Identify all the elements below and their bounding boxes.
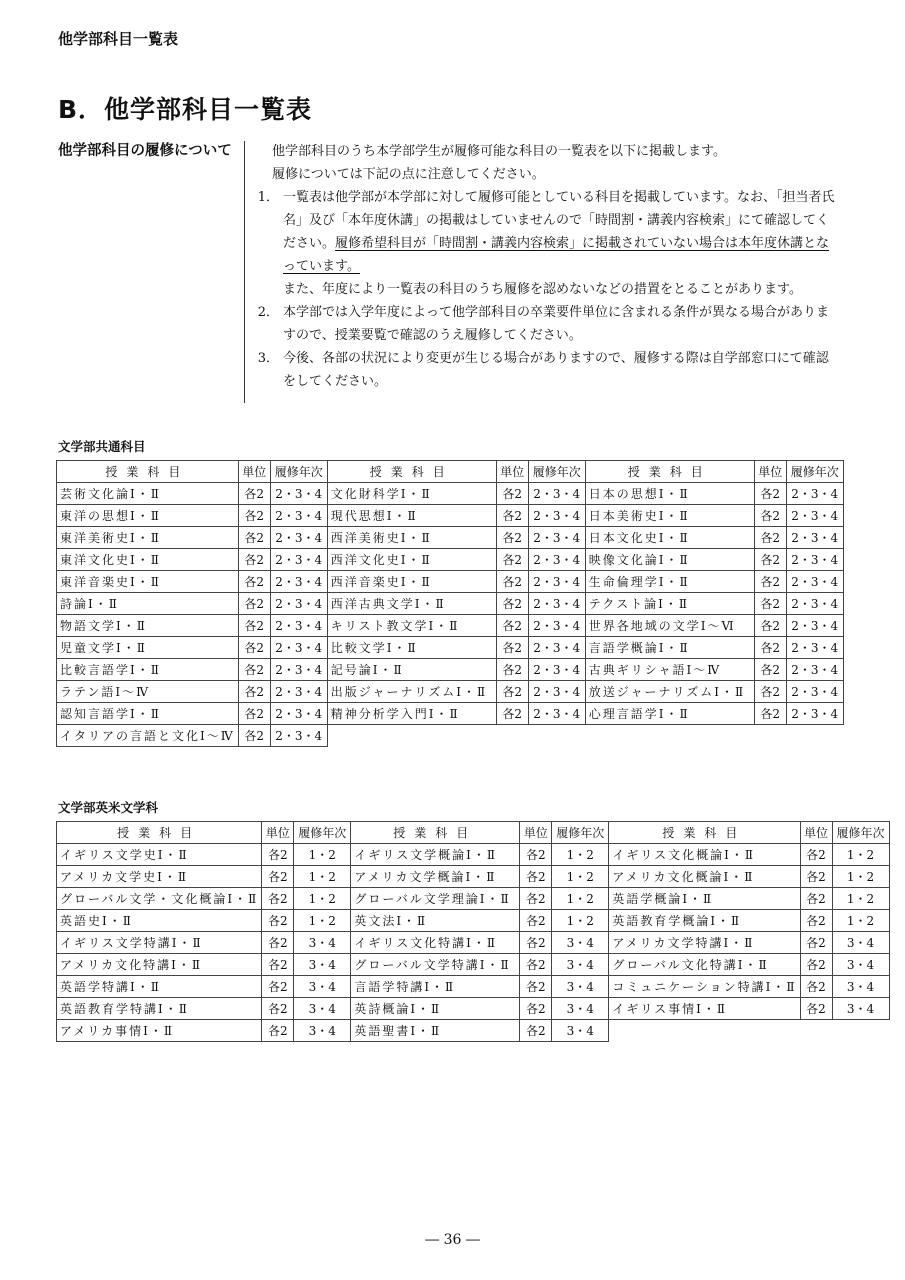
course-name: アメリカ文学特講Ⅰ・Ⅱ (609, 932, 800, 954)
divider (244, 141, 245, 403)
column-header-year: 履修年次 (552, 822, 609, 844)
course-name: イギリス文化特講Ⅰ・Ⅱ (351, 932, 520, 954)
table-row (57, 681, 844, 703)
column-header-unit: 単位 (754, 461, 786, 483)
course-units: 各2 (238, 725, 270, 747)
course-years: 2・3・4 (270, 593, 327, 615)
intro-paragraph: 他学部科目のうち本学部学生が履修可能な科目の一覧表を以下に掲載します。 (272, 144, 726, 159)
course-name: テクスト論Ⅰ・Ⅱ (585, 593, 754, 615)
course-units: 各2 (496, 593, 528, 615)
course-units: 各2 (754, 681, 786, 703)
empty-cell (528, 725, 585, 747)
course-years: 2・3・4 (270, 725, 327, 747)
column-header-subject: 授業科目 (57, 822, 262, 844)
course-years: 2・3・4 (270, 681, 327, 703)
course-units: 各2 (800, 866, 832, 888)
course-years: 2・3・4 (786, 659, 843, 681)
course-name: 生命倫理学Ⅰ・Ⅱ (585, 571, 754, 593)
course-years: 2・3・4 (270, 615, 327, 637)
intro-text (255, 140, 835, 393)
course-table-english (56, 821, 890, 1042)
intro-paragraph: 履修については下記の点に注意してください。 (272, 167, 545, 182)
course-units: 各2 (238, 681, 270, 703)
empty-cell (754, 725, 786, 747)
column-header-unit: 単位 (520, 822, 552, 844)
course-name: 精神分析学入門Ⅰ・Ⅱ (327, 703, 496, 725)
note-number: 3． (257, 351, 279, 366)
table-row (57, 703, 844, 725)
note-number: 1． (257, 190, 279, 205)
table-row (57, 844, 890, 866)
course-years: 3・4 (294, 1020, 351, 1042)
course-name: アメリカ文化概論Ⅰ・Ⅱ (609, 866, 800, 888)
course-units: 各2 (496, 549, 528, 571)
course-name: グローバル文化特講Ⅰ・Ⅱ (609, 954, 800, 976)
course-years: 2・3・4 (528, 615, 585, 637)
course-name: アメリカ文化特講Ⅰ・Ⅱ (57, 954, 262, 976)
course-name: 東洋音楽史Ⅰ・Ⅱ (57, 571, 239, 593)
note-text-part: 一覧表は他学部が本学部に対して履修可能としている科目を掲載しています。なお、「担当者氏名」及び「本年度休講」の掲載はしていませんので「時間割・講義内容検索」にて確認してください。 (283, 190, 835, 251)
course-years: 2・3・4 (270, 571, 327, 593)
empty-cell (496, 725, 528, 747)
running-header: 他学部科目一覧表 (58, 30, 179, 48)
course-units: 各2 (754, 659, 786, 681)
course-units: 各2 (520, 954, 552, 976)
course-units: 各2 (262, 998, 294, 1020)
course-name: アメリカ文学概論Ⅰ・Ⅱ (351, 866, 520, 888)
table-row (57, 976, 890, 998)
course-years: 3・4 (832, 932, 889, 954)
course-units: 各2 (754, 483, 786, 505)
course-name: 西洋音楽史Ⅰ・Ⅱ (327, 571, 496, 593)
course-units: 各2 (754, 703, 786, 725)
course-name: 放送ジャーナリズムⅠ・Ⅱ (585, 681, 754, 703)
column-header-year: 履修年次 (528, 461, 585, 483)
course-years: 2・3・4 (786, 637, 843, 659)
course-years: 3・4 (832, 976, 889, 998)
course-name: 認知言語学Ⅰ・Ⅱ (57, 703, 239, 725)
course-units: 各2 (520, 910, 552, 932)
course-years: 3・4 (552, 998, 609, 1020)
table-row (57, 483, 844, 505)
column-header-year: 履修年次 (270, 461, 327, 483)
section-title-english: 文学部英米文学科 (58, 800, 159, 815)
table-row (57, 659, 844, 681)
course-years: 2・3・4 (786, 593, 843, 615)
course-name: 英語学特講Ⅰ・Ⅱ (57, 976, 262, 998)
course-name: イギリス文学概論Ⅰ・Ⅱ (351, 844, 520, 866)
course-name: グローバル文学特講Ⅰ・Ⅱ (351, 954, 520, 976)
course-years: 3・4 (552, 932, 609, 954)
course-name: 東洋文化史Ⅰ・Ⅱ (57, 549, 239, 571)
table-row (57, 549, 844, 571)
course-name: 出版ジャーナリズムⅠ・Ⅱ (327, 681, 496, 703)
course-years: 2・3・4 (786, 703, 843, 725)
course-units: 各2 (262, 844, 294, 866)
course-name: 英語聖書Ⅰ・Ⅱ (351, 1020, 520, 1042)
course-years: 2・3・4 (786, 505, 843, 527)
course-name: イギリス事情Ⅰ・Ⅱ (609, 998, 800, 1020)
course-name: ラテン語Ⅰ〜Ⅳ (57, 681, 239, 703)
course-years: 3・4 (294, 932, 351, 954)
table-header-row (57, 822, 890, 844)
table-row (57, 998, 890, 1020)
note-text: 本学部では入学年度によって他学部科目の卒業要件単位に含まれる条件が異なる場合がありますので、授業要覧で確認のうえ履修してください。 (283, 305, 830, 343)
course-name: 比較文学Ⅰ・Ⅱ (327, 637, 496, 659)
course-units: 各2 (238, 571, 270, 593)
note-item (255, 301, 835, 347)
table-row (57, 593, 844, 615)
course-units: 各2 (262, 1020, 294, 1042)
course-name: 西洋美術史Ⅰ・Ⅱ (327, 527, 496, 549)
note-text: 今後、各部の状況により変更が生じる場合がありますので、履修する際は自学部窓口にて確認をしてください。 (283, 351, 829, 389)
note-text (283, 186, 835, 301)
course-name: 英文法Ⅰ・Ⅱ (351, 910, 520, 932)
course-years: 3・4 (552, 976, 609, 998)
table-row (57, 571, 844, 593)
course-units: 各2 (238, 483, 270, 505)
course-years: 2・3・4 (270, 505, 327, 527)
course-years: 2・3・4 (786, 483, 843, 505)
course-name: キリスト教文学Ⅰ・Ⅱ (327, 615, 496, 637)
course-units: 各2 (520, 866, 552, 888)
table-header-row (57, 461, 844, 483)
course-years: 1・2 (832, 888, 889, 910)
course-name: 比較言語学Ⅰ・Ⅱ (57, 659, 239, 681)
course-name: 映像文化論Ⅰ・Ⅱ (585, 549, 754, 571)
column-header-year: 履修年次 (832, 822, 889, 844)
course-units: 各2 (800, 998, 832, 1020)
course-name: 英語史Ⅰ・Ⅱ (57, 910, 262, 932)
course-name: アメリカ事情Ⅰ・Ⅱ (57, 1020, 262, 1042)
course-units: 各2 (800, 954, 832, 976)
table-row (57, 932, 890, 954)
course-years: 2・3・4 (528, 527, 585, 549)
course-units: 各2 (262, 866, 294, 888)
course-name: 日本の思想Ⅰ・Ⅱ (585, 483, 754, 505)
course-years: 3・4 (294, 954, 351, 976)
table-row (57, 866, 890, 888)
course-name: 西洋古典文学Ⅰ・Ⅱ (327, 593, 496, 615)
empty-cell (786, 725, 843, 747)
course-name: 英語学概論Ⅰ・Ⅱ (609, 888, 800, 910)
course-years: 2・3・4 (786, 681, 843, 703)
course-units: 各2 (496, 505, 528, 527)
course-years: 2・3・4 (786, 615, 843, 637)
course-years: 2・3・4 (270, 549, 327, 571)
course-units: 各2 (262, 888, 294, 910)
table-row (57, 910, 890, 932)
course-units: 各2 (496, 703, 528, 725)
course-name: イタリアの言語と文化Ⅰ〜Ⅳ (57, 725, 239, 747)
course-name: 日本文化史Ⅰ・Ⅱ (585, 527, 754, 549)
empty-cell (327, 725, 496, 747)
course-years: 2・3・4 (528, 549, 585, 571)
course-units: 各2 (496, 571, 528, 593)
course-name: 児童文学Ⅰ・Ⅱ (57, 637, 239, 659)
course-units: 各2 (754, 549, 786, 571)
course-units: 各2 (520, 1020, 552, 1042)
column-header-subject: 授業科目 (609, 822, 800, 844)
course-name: 芸術文化論Ⅰ・Ⅱ (57, 483, 239, 505)
page-number: ― 36 ― (425, 1232, 480, 1248)
course-units: 各2 (496, 637, 528, 659)
course-years: 2・3・4 (786, 549, 843, 571)
course-units: 各2 (754, 571, 786, 593)
course-years: 1・2 (832, 866, 889, 888)
course-years: 1・2 (552, 888, 609, 910)
course-years: 2・3・4 (528, 593, 585, 615)
course-years: 2・3・4 (270, 703, 327, 725)
course-name: 東洋の思想Ⅰ・Ⅱ (57, 505, 239, 527)
course-years: 2・3・4 (528, 571, 585, 593)
course-name: 英語教育学概論Ⅰ・Ⅱ (609, 910, 800, 932)
section-title-common: 文学部共通科目 (58, 439, 146, 454)
course-years: 1・2 (552, 910, 609, 932)
course-units: 各2 (238, 615, 270, 637)
course-units: 各2 (238, 549, 270, 571)
course-units: 各2 (800, 932, 832, 954)
table-row (57, 637, 844, 659)
course-name: イギリス文学史Ⅰ・Ⅱ (57, 844, 262, 866)
course-units: 各2 (262, 932, 294, 954)
course-units: 各2 (262, 954, 294, 976)
course-units: 各2 (754, 505, 786, 527)
column-header-year: 履修年次 (294, 822, 351, 844)
course-years: 1・2 (294, 866, 351, 888)
course-units: 各2 (800, 844, 832, 866)
column-header-subject: 授業科目 (327, 461, 496, 483)
course-units: 各2 (800, 888, 832, 910)
table-row (57, 505, 844, 527)
course-name: グローバル文学理論Ⅰ・Ⅱ (351, 888, 520, 910)
course-years: 2・3・4 (528, 505, 585, 527)
course-units: 各2 (754, 615, 786, 637)
course-years: 3・4 (294, 976, 351, 998)
table-row (57, 1020, 890, 1042)
course-years: 2・3・4 (528, 659, 585, 681)
course-name: イギリス文化概論Ⅰ・Ⅱ (609, 844, 800, 866)
course-years: 3・4 (832, 998, 889, 1020)
course-units: 各2 (262, 976, 294, 998)
course-name: イギリス文学特講Ⅰ・Ⅱ (57, 932, 262, 954)
empty-cell (609, 1020, 800, 1042)
note-underlined: 履修希望科目が「時間割・講義内容検索」に掲載されていない場合は本年度休講となっています。 (283, 236, 830, 274)
course-table-common (56, 460, 844, 747)
column-header-year: 履修年次 (786, 461, 843, 483)
course-name: 心理言語学Ⅰ・Ⅱ (585, 703, 754, 725)
course-years: 1・2 (294, 844, 351, 866)
column-header-subject: 授業科目 (351, 822, 520, 844)
table-row (57, 725, 844, 747)
course-years: 1・2 (552, 866, 609, 888)
course-years: 1・2 (294, 910, 351, 932)
course-years: 3・4 (294, 998, 351, 1020)
note-number: 2． (257, 305, 279, 320)
course-name: 物語文学Ⅰ・Ⅱ (57, 615, 239, 637)
empty-cell (800, 1020, 832, 1042)
course-name: アメリカ文学史Ⅰ・Ⅱ (57, 866, 262, 888)
course-units: 各2 (520, 932, 552, 954)
course-name: 世界各地域の文学Ⅰ〜Ⅵ (585, 615, 754, 637)
course-units: 各2 (238, 505, 270, 527)
course-name: コミュニケーション特講Ⅰ・Ⅱ (609, 976, 800, 998)
course-units: 各2 (262, 910, 294, 932)
page-title: B．他学部科目一覧表 (58, 95, 313, 124)
course-name: 日本美術史Ⅰ・Ⅱ (585, 505, 754, 527)
course-name: 英詩概論Ⅰ・Ⅱ (351, 998, 520, 1020)
course-units: 各2 (800, 976, 832, 998)
course-years: 1・2 (832, 910, 889, 932)
course-units: 各2 (496, 483, 528, 505)
course-name: 言語学特講Ⅰ・Ⅱ (351, 976, 520, 998)
course-name: 言語学概論Ⅰ・Ⅱ (585, 637, 754, 659)
course-name: 現代思想Ⅰ・Ⅱ (327, 505, 496, 527)
course-years: 3・4 (552, 954, 609, 976)
course-years: 2・3・4 (528, 483, 585, 505)
course-units: 各2 (520, 888, 552, 910)
table-row (57, 954, 890, 976)
course-units: 各2 (496, 659, 528, 681)
course-years: 2・3・4 (786, 527, 843, 549)
course-name: 東洋美術史Ⅰ・Ⅱ (57, 527, 239, 549)
course-years: 2・3・4 (528, 637, 585, 659)
course-units: 各2 (520, 844, 552, 866)
course-units: 各2 (800, 910, 832, 932)
course-name: 古典ギリシャ語Ⅰ〜Ⅳ (585, 659, 754, 681)
course-units: 各2 (754, 593, 786, 615)
course-years: 1・2 (294, 888, 351, 910)
course-units: 各2 (238, 637, 270, 659)
note-item (255, 186, 835, 301)
course-units: 各2 (238, 593, 270, 615)
course-units: 各2 (754, 637, 786, 659)
column-header-unit: 単位 (800, 822, 832, 844)
empty-cell (585, 725, 754, 747)
course-years: 2・3・4 (270, 527, 327, 549)
empty-cell (832, 1020, 889, 1042)
side-heading: 他学部科目の履修について (58, 143, 232, 159)
course-units: 各2 (238, 659, 270, 681)
column-header-unit: 単位 (262, 822, 294, 844)
course-units: 各2 (520, 976, 552, 998)
course-name: 西洋文化史Ⅰ・Ⅱ (327, 549, 496, 571)
course-years: 2・3・4 (270, 659, 327, 681)
note-extra: また、年度により一覧表の科目のうち履修を認めないなどの措置をとることがあります。 (283, 282, 802, 297)
course-years: 2・3・4 (528, 681, 585, 703)
course-years: 3・4 (832, 954, 889, 976)
course-name: 記号論Ⅰ・Ⅱ (327, 659, 496, 681)
course-units: 各2 (496, 681, 528, 703)
table-row (57, 615, 844, 637)
table-row (57, 888, 890, 910)
table-row (57, 527, 844, 549)
note-item (255, 347, 835, 393)
course-years: 2・3・4 (270, 483, 327, 505)
course-name: 英語教育学特講Ⅰ・Ⅱ (57, 998, 262, 1020)
course-years: 2・3・4 (528, 703, 585, 725)
course-units: 各2 (238, 527, 270, 549)
column-header-unit: 単位 (238, 461, 270, 483)
course-units: 各2 (520, 998, 552, 1020)
course-units: 各2 (496, 615, 528, 637)
course-units: 各2 (496, 527, 528, 549)
column-header-subject: 授業科目 (585, 461, 754, 483)
course-years: 1・2 (832, 844, 889, 866)
course-units: 各2 (754, 527, 786, 549)
course-name: グローバル文学・文化概論Ⅰ・Ⅱ (57, 888, 262, 910)
course-years: 1・2 (552, 844, 609, 866)
course-years: 3・4 (552, 1020, 609, 1042)
course-units: 各2 (238, 703, 270, 725)
course-years: 2・3・4 (270, 637, 327, 659)
course-name: 文化財科学Ⅰ・Ⅱ (327, 483, 496, 505)
course-years: 2・3・4 (786, 571, 843, 593)
column-header-unit: 単位 (496, 461, 528, 483)
column-header-subject: 授業科目 (57, 461, 239, 483)
course-name: 詩論Ⅰ・Ⅱ (57, 593, 239, 615)
